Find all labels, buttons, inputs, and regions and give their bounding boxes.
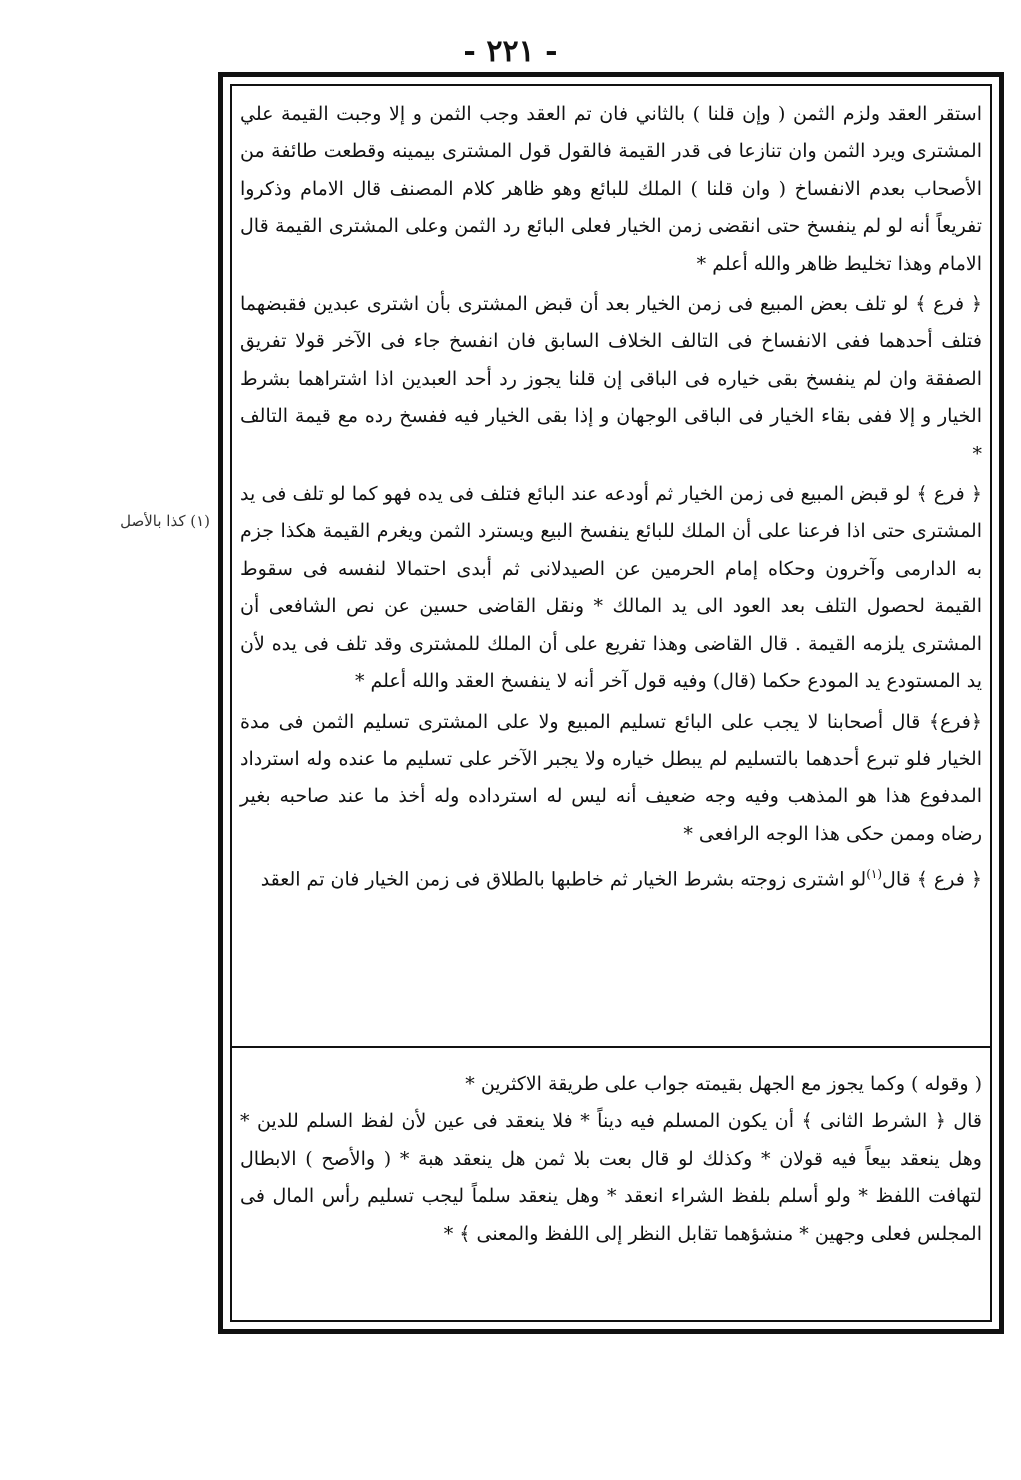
paragraph: قال ﴿ الشرط الثانى ﴾ أن يكون المسلم فيه ديناً * فلا ينعقد فى عين لأن لفظ السلم للدين * وهل ينعقد بيعاً فيه قولان * وكذلك لو قال بعت بلا ثمن هل ينعقد هبة * ( والأصح ) الابطال لتهافت اللفظ * ولو أسلم بلفظ الشراء انعقد * وهل ينعقد سلماً ليجب تسليم رأس المال فى المجلس فعلى وجهين * منشؤهما تقابل النظر إلى اللفظ والمعنى ﴾ * bbox=[240, 1110, 982, 1245]
paragraph: ﴿ فرع ﴾ لو تلف بعض المبيع فى زمن الخيار بعد أن قبض المشترى بأن اشترى عبدين فقبضهما فتلف أحدهما ففى الانفساخ فى التالف الخلاف السابق فان انفسخ جاء فى الآخر قولا تفريق الصفقة وان لم ينفسخ بقى خياره فى الباقى إن قلنا يجوز رد أحد العبدين اذا اشتراهما بشرط الخيار و إلا ففى بقاء الخيار فى الباقى الوجهان و إذا بقى الخيار فيه ففسخ رده مع قيمة التالف * bbox=[240, 293, 982, 465]
paragraph-start: ﴿ فرع ﴾ قال bbox=[882, 868, 982, 891]
page-number: - ٢٢١ - bbox=[463, 34, 558, 69]
base-text bbox=[240, 1066, 982, 1253]
main-commentary bbox=[240, 96, 982, 902]
paragraph-rest: لو اشترى زوجته بشرط الخيار ثم خاطبها بالطلاق فى زمن الخيار فان تم العقد bbox=[260, 868, 867, 891]
paragraph: ﴿ فرع ﴾ لو قبض المبيع فى زمن الخيار ثم أودعه عند البائع فتلف فى يده فهو كما لو تلف فى يد المشترى حتى اذا فرعنا على أن الملك للبائع ينفسخ البيع ويسترد الثمن ويغرم القيمة هكذا جزم به الدارمى وآخرون وحكاه إمام الحرمين عن الصيدلانى ثم أبدى احتمالا لنفسه فى سقوط القيمة لحصول التلف بعد العود الى يد المالك * ونقل القاضى حسين عن نص الشافعى أن المشترى يلزمه القيمة . قال القاضى وهذا تفريع على أن الملك للمشترى وقد تلف فى يده لأن يد المستودع يد المودع حكما (قال) وفيه قول آخر أنه لا ينفسخ العقد والله أعلم * bbox=[240, 483, 982, 693]
paragraph-continued bbox=[240, 856, 982, 899]
margin-note: (١) كذا بالأصل bbox=[120, 512, 210, 530]
section-divider bbox=[232, 1046, 990, 1048]
paragraph: استقر العقد ولزم الثمن ( وإن قلنا ) بالثاني فان تم العقد وجب الثمن و إلا وجبت القيمة علي المشترى ويرد الثمن وان تنازعا فى قدر القيمة فالقول قول المشترى بيمينه وقطعت طائفة من الأصحاب بعدم الانفساخ ( وان قلنا ) الملك للبائع وهو ظاهر كلام المصنف قال الامام وذكروا تفريعاً أنه لو لم ينفسخ حتى انقضى زمن الخيار فعلى البائع رد الثمن وعلى المشترى القيمة قال الامام وهذا تخليط ظاهر والله أعلم * bbox=[240, 103, 982, 275]
paragraph: ﴿فرع﴾ قال أصحابنا لا يجب على البائع تسليم المبيع ولا على المشترى تسليم الثمن فى مدة الخيار فلو تبرع أحدهما بالتسليم لم يبطل خياره ولا يجبر الآخر على تسليم ما عنده وله استرداد المدفوع هذا هو المذهب وفيه وجه ضعيف أنه ليس له استرداده وله أخذ ما عند صاحبه بغير رضاه وممن حكى هذا الوجه الرافعى * bbox=[240, 710, 982, 845]
paragraph: ( وقوله ) وكما يجوز مع الجهل بقيمته جواب على طريقة الاكثرين * bbox=[465, 1073, 982, 1095]
footnote-marker: (١) bbox=[866, 867, 883, 882]
